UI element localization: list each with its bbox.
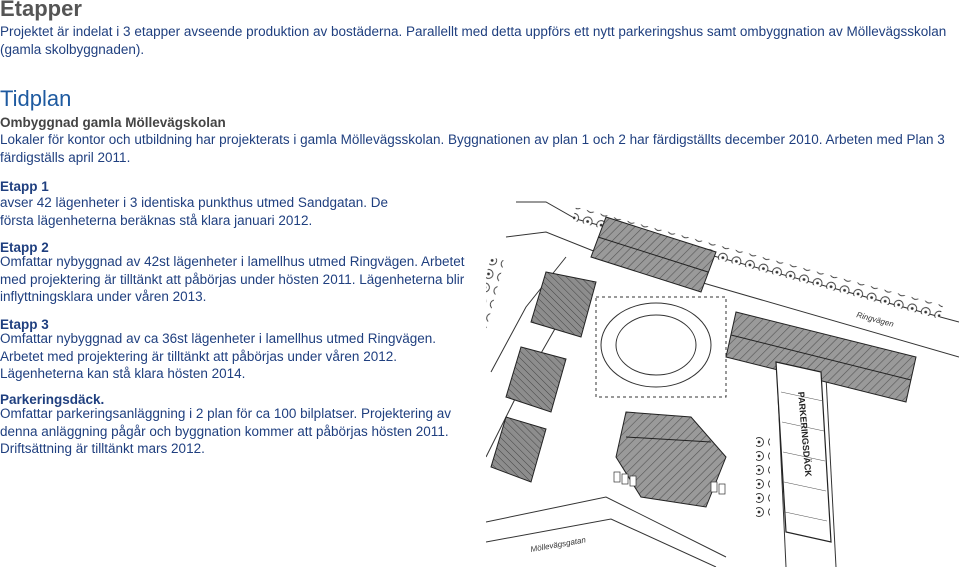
tidplan-heading: Tidplan	[0, 86, 72, 111]
site-plan	[486, 197, 959, 567]
section-title-etapp2: Etapp 2	[0, 240, 49, 255]
intro-paragraph: Projektet är indelat i 3 etapper avseende produktion av bostäderna. Parallellt med detta uppförs ett nytt parkeringshus samt ombyggnation av Möllevägsskolan (gamla skolbyggnaden).	[0, 24, 947, 57]
section-title-ombyggnad: Ombyggnad gamla Möllevägskolan	[0, 115, 226, 130]
section-title-etapp3: Etapp 3	[0, 317, 49, 332]
lamellhus-buildings	[591, 217, 916, 402]
street-label-mollevagsgatan: Möllevägsgatan	[529, 535, 587, 554]
punkthus-buildings	[491, 272, 596, 482]
section-text-parkering: Omfattar parkeringsanläggning i 2 plan för ca 100 bilplatser. Projektering av denna anläggning pågår och byggnation kommer att påbörjas hösten 2011. Driftsättning är tilltänkt mars 2012.	[0, 406, 452, 456]
page-heading: Etapper	[0, 0, 82, 21]
courtyard	[596, 297, 726, 397]
section-title-etapp1: Etapp 1	[0, 179, 49, 194]
parking-label: PARKERINGSDÄCK	[796, 391, 814, 478]
section-text-etapp1: avser 42 lägenheter i 3 identiska punkthus utmed Sandgatan. De första lägenheterna beräknas stå klara januari 2012.	[0, 195, 389, 228]
section-text-ombyggnad: Lokaler för kontor och utbildning har projekterats i gamla Möllevägsskolan. Byggnationen av plan 1 och 2 har färdigställts december 2010. Arbeten med Plan 3 färdigställs april 2011.	[0, 132, 945, 165]
section-text-etapp3: Omfattar nybyggnad av ca 36st lägenheter i lamellhus utmed Ringvägen. Arbetet med projektering är tilltänkt att påbörjas under våren 2012. Lägenheterna kan stå klara hösten 2014.	[0, 331, 437, 381]
parking-deck	[776, 362, 831, 542]
street-label-ringvagen: Ringvägen	[855, 310, 895, 329]
school-building	[616, 412, 726, 507]
section-title-parkering: Parkeringsdäck.	[0, 392, 105, 407]
section-text-etapp2: Omfattar nybyggnad av 42st lägenheter i lamellhus utmed Ringvägen. Arbetet med projektering är tilltänkt att påbörjas under hösten 2011. Lägenheterna blir inflyttningsklara under våren 2013.	[0, 254, 465, 304]
